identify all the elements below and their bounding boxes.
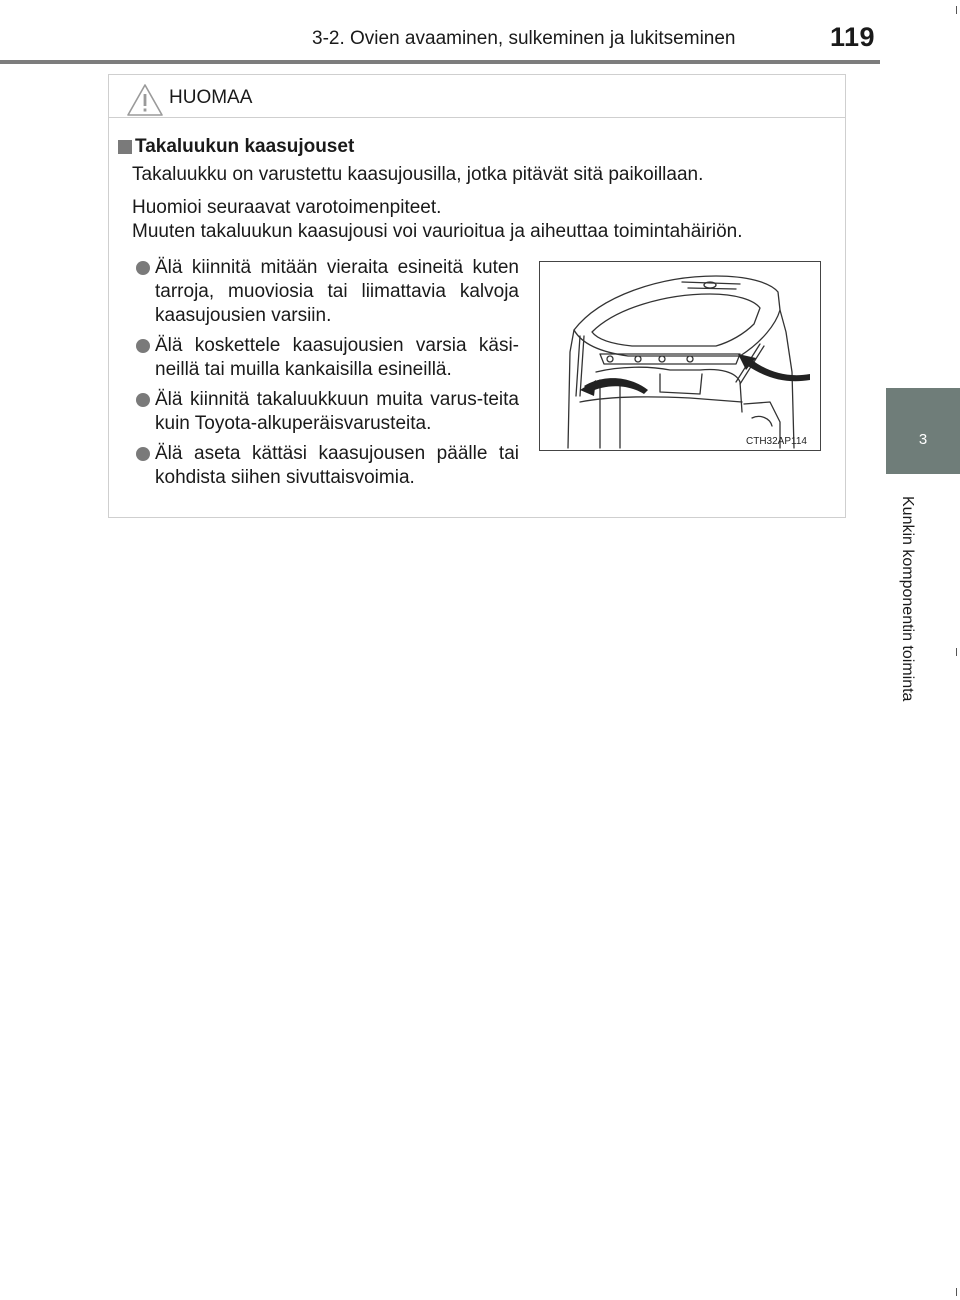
bullet-dot [136,447,150,461]
notice-paragraph: Muuten takaluukun kaasujousi voi vaurioitua ja aiheuttaa toimintahäiriön. [132,221,743,242]
header-rule [0,60,880,64]
bullet-item: Älä kiinnitä takaluukkuun muita varus-teita kuin Toyota-alkuperäisvarusteita. [155,389,519,434]
bullet-dot [136,261,150,275]
notice-header [109,75,845,118]
section-title: Takaluukun kaasujouset [135,136,355,157]
bullet-item: Älä koskettele kaasujousien varsia käsi-neillä tai muilla kankaisilla esineillä. [155,335,519,380]
chapter-tab [886,388,960,474]
warning-triangle-icon [125,82,165,118]
notice-paragraph: Takaluukku on varustettu kaasujousilla, jotka pitävät sitä paikoillaan. [132,164,704,185]
crop-mark-bottom-right [956,1288,957,1296]
bullet-dot [136,339,150,353]
bullet-item: Älä aseta kättäsi kaasujousen päälle tai kohdista siihen sivuttaisvoimia. [155,443,519,488]
figure-code: CTH32AP114 [746,436,807,447]
page-number: 119 [830,22,876,52]
running-header-title: 3-2. Ovien avaaminen, sulkeminen ja lukitseminen [312,28,736,49]
notice-title: HUOMAA [169,87,253,108]
crop-mark-middle-right [956,648,957,656]
bullet-item: Älä kiinnitä mitään vieraita esineitä kuten tarroja, muoviosia tai liimattavia kalvoja kaasujousien varsiin. [155,257,519,326]
chapter-tab-label: Kunkin komponentin toiminta [899,496,916,702]
crop-mark-top-right [956,6,957,14]
bullet-dot [136,393,150,407]
tailgate-drawing [540,262,820,450]
notice-box [108,74,846,518]
chapter-tab-number: 3 [918,431,928,448]
notice-paragraph: Huomioi seuraavat varotoimenpiteet. [132,197,442,218]
section-marker [118,140,132,154]
tailgate-gas-strut-illustration [539,261,821,451]
